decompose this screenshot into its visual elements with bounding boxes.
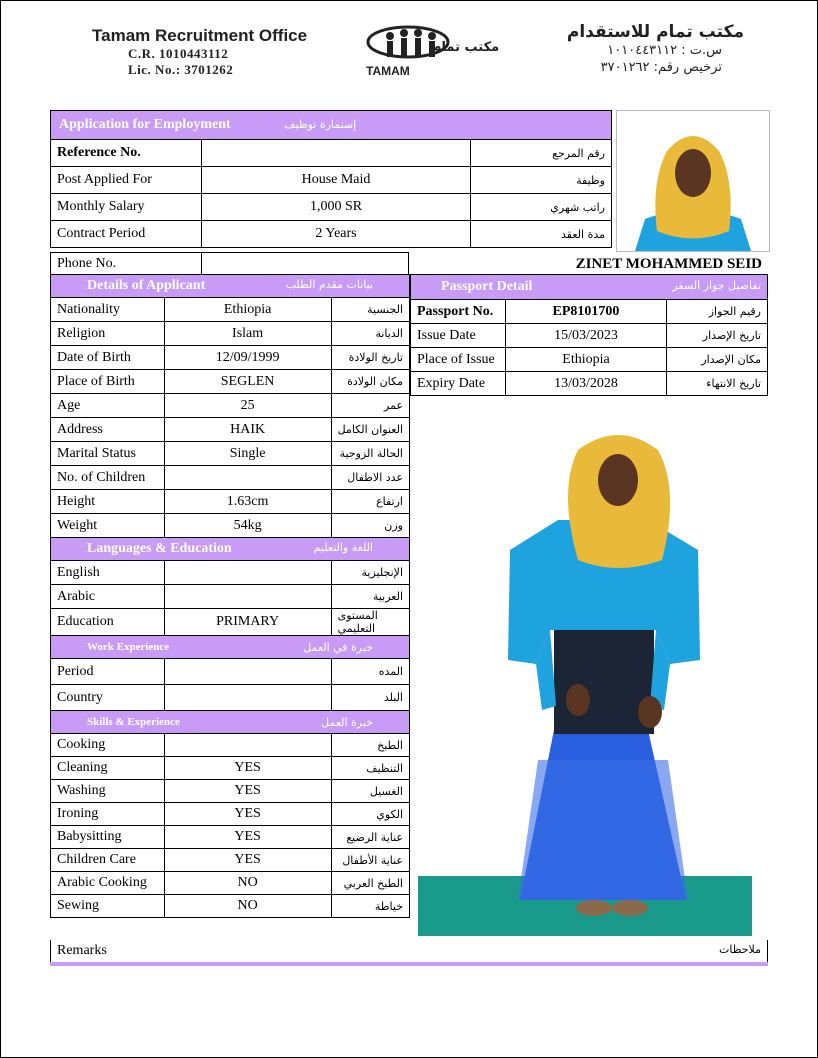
applicant-label: No. of Children (51, 466, 165, 490)
passport-value: Ethiopia (506, 348, 667, 372)
applicant-label-ar: العنوان الكامل (331, 418, 409, 442)
skills-value (164, 734, 331, 757)
applicant-label-ar: الجنسية (331, 298, 409, 322)
phone-label: Phone No. (51, 253, 202, 276)
applicant-label: Height (51, 490, 165, 514)
phone-table (50, 252, 768, 276)
passport-label-ar: مكان الإصدار (667, 348, 768, 372)
applicant-value: HAIK (164, 418, 331, 442)
skills-label: Babysitting (51, 826, 165, 849)
skills-title-en: Skills & Experience (87, 715, 180, 728)
skills-row (51, 849, 410, 872)
languages-label-ar: الإنجليزية (331, 561, 409, 585)
applicant-label-ar: عدد الاطفال (331, 466, 409, 490)
application-value: 1,000 SR (202, 194, 471, 221)
license-number-ar: ترخيص رقم: ٣٧٠١٢٦٢ (600, 60, 722, 75)
logo-text: TAMAM (366, 64, 410, 78)
skills-label: Ironing (51, 803, 165, 826)
work-header-row (51, 636, 410, 659)
applicant-title-ar: بيانات مقدم الطلب (285, 278, 373, 291)
languages-row (51, 585, 410, 609)
application-label: Post Applied For (51, 167, 202, 194)
remarks-bottom-bar (50, 962, 768, 966)
skills-row (51, 872, 410, 895)
languages-value (164, 585, 331, 609)
passport-title-ar: تفاصيل جواز السفر (672, 279, 761, 292)
passport-value: 13/03/2028 (506, 372, 667, 396)
skills-label: Cooking (51, 734, 165, 757)
skills-label: Washing (51, 780, 165, 803)
skills-label-ar: الطبخ العربي (331, 872, 409, 895)
left-column-table (50, 274, 410, 918)
work-header (51, 636, 410, 659)
skills-label-ar: الكوي (331, 803, 409, 826)
skills-row (51, 895, 410, 918)
passport-row (411, 348, 768, 372)
application-label-ar: وظيفة (471, 167, 612, 194)
application-label-ar: راتب شهري (471, 194, 612, 221)
applicant-label: Place of Birth (51, 370, 165, 394)
work-row (51, 685, 410, 711)
skills-row (51, 757, 410, 780)
skills-value: YES (164, 757, 331, 780)
passport-title-en: Passport Detail (441, 279, 533, 294)
remarks-label: Remarks (57, 943, 107, 958)
applicant-label-ar: وزن (331, 514, 409, 538)
applicant-value: Ethiopia (164, 298, 331, 322)
applicant-label: Religion (51, 322, 165, 346)
application-label: Reference No. (51, 140, 202, 167)
cr-number-ar: س.ت : ١٠١٠٤٤٣١١٢ (607, 43, 722, 58)
passport-label-ar: تاريخ الإصدار (667, 324, 768, 348)
passport-header-row (411, 275, 768, 300)
passport-label: Expiry Date (411, 372, 506, 396)
applicant-label-ar: تاريخ الولادة (331, 346, 409, 370)
applicant-label-ar: ارتفاع (331, 490, 409, 514)
applicant-header (51, 275, 410, 298)
applicant-label-ar: الحالة الزوجية (331, 442, 409, 466)
skills-label-ar: التنظيف (331, 757, 409, 780)
languages-label: Education (51, 609, 165, 636)
application-label: Monthly Salary (51, 194, 202, 221)
passport-label-ar: رقيم الجواز (667, 300, 768, 324)
applicant-row (51, 298, 410, 322)
application-label-ar: رقم المرجع (471, 140, 612, 167)
skills-header (51, 711, 410, 734)
skills-value: YES (164, 826, 331, 849)
passport-label-ar: تاريخ الانتهاء (667, 372, 768, 396)
skills-label-ar: عناية الرضيع (331, 826, 409, 849)
applicant-title-en: Details of Applicant (87, 278, 206, 293)
passport-row (411, 324, 768, 348)
application-row (51, 194, 612, 221)
application-row (51, 140, 612, 167)
work-title-en: Work Experience (87, 640, 170, 653)
work-label-ar: البلد (331, 685, 409, 711)
application-row (51, 221, 612, 248)
work-label: Country (51, 685, 165, 711)
application-label: Contract Period (51, 221, 202, 248)
skills-row (51, 734, 410, 757)
skills-label-ar: خياطة (331, 895, 409, 918)
applicant-header-row (51, 275, 410, 298)
languages-value (164, 561, 331, 585)
application-header-row (51, 111, 612, 140)
candidate-name: ZINET MOHAMMED SEID (575, 255, 762, 272)
languages-label: English (51, 561, 165, 585)
applicant-photo-small (616, 110, 770, 252)
application-label-ar: مدة العقد (471, 221, 612, 248)
skills-value: NO (164, 872, 331, 895)
phone-value (202, 253, 409, 276)
applicant-label: Age (51, 394, 165, 418)
work-value (164, 685, 331, 711)
skills-row (51, 826, 410, 849)
office-name-ar: مكتب تمام للاستقدام (566, 22, 744, 42)
languages-title-en: Languages & Education (87, 541, 232, 556)
office-name-en: Tamam Recruitment Office (92, 26, 308, 45)
passport-label: Place of Issue (411, 348, 506, 372)
languages-label-ar: المستوى التعليمي (331, 609, 409, 636)
passport-value: 15/03/2023 (506, 324, 667, 348)
skills-label-ar: الغسيل (331, 780, 409, 803)
applicant-row (51, 346, 410, 370)
skills-value: YES (164, 849, 331, 872)
passport-label: Passport No. (411, 300, 506, 324)
applicant-value: 1.63cm (164, 490, 331, 514)
applicant-label: Weight (51, 514, 165, 538)
applicant-label: Nationality (51, 298, 165, 322)
skills-header-row (51, 711, 410, 734)
skills-label: Children Care (51, 849, 165, 872)
applicant-row (51, 394, 410, 418)
cr-number-en: C.R. 1010443112 (128, 46, 229, 61)
application-value (202, 140, 471, 167)
skills-row (51, 803, 410, 826)
applicant-value: Single (164, 442, 331, 466)
passport-value: EP8101700 (506, 300, 667, 324)
skills-label: Arabic Cooking (51, 872, 165, 895)
applicant-row (51, 490, 410, 514)
applicant-row (51, 442, 410, 466)
remarks-table (50, 940, 768, 962)
passport-label: Issue Date (411, 324, 506, 348)
languages-label: Arabic (51, 585, 165, 609)
applicant-label: Date of Birth (51, 346, 165, 370)
applicant-label: Marital Status (51, 442, 165, 466)
work-label: Period (51, 659, 165, 685)
applicant-row (51, 370, 410, 394)
application-table (50, 110, 612, 248)
application-row (51, 167, 612, 194)
applicant-label-ar: عمر (331, 394, 409, 418)
application-title-ar: إستمارة توظيف (284, 118, 357, 131)
languages-header (51, 538, 410, 561)
passport-row (411, 300, 768, 324)
skills-label: Cleaning (51, 757, 165, 780)
skills-label: Sewing (51, 895, 165, 918)
languages-label-ar: العربية (331, 585, 409, 609)
passport-table (410, 274, 768, 396)
skills-row (51, 780, 410, 803)
application-value: House Maid (202, 167, 471, 194)
languages-value: PRIMARY (164, 609, 331, 636)
applicant-value: 12/09/1999 (164, 346, 331, 370)
skills-value: YES (164, 803, 331, 826)
remarks-label-ar: ملاحظات (719, 943, 761, 956)
applicant-value: SEGLEN (164, 370, 331, 394)
applicant-value: 25 (164, 394, 331, 418)
office-header-en (92, 26, 307, 78)
work-row (51, 659, 410, 685)
passport-row (411, 372, 768, 396)
applicant-row (51, 322, 410, 346)
applicant-value: 54kg (164, 514, 331, 538)
applicant-row (51, 466, 410, 490)
applicant-row (51, 418, 410, 442)
work-value (164, 659, 331, 685)
work-title-ar: خبرة في العمل (303, 640, 373, 654)
applicant-value (164, 466, 331, 490)
skills-label-ar: الطبخ (331, 734, 409, 757)
skills-value: YES (164, 780, 331, 803)
applicant-photo-full (418, 400, 752, 936)
languages-row (51, 561, 410, 585)
applicant-label: Address (51, 418, 165, 442)
license-number-en: Lic. No.: 3701262 (128, 62, 234, 77)
application-value: 2 Years (202, 221, 471, 248)
applicant-row (51, 514, 410, 538)
languages-title-ar: اللغة والتعليم (313, 541, 373, 554)
applicant-label-ar: الديانة (331, 322, 409, 346)
applicant-value: Islam (164, 322, 331, 346)
logo-arabic: مكتب تمام (432, 40, 500, 55)
languages-row (51, 609, 410, 636)
work-label-ar: المده (331, 659, 409, 685)
skills-value: NO (164, 895, 331, 918)
skills-label-ar: عناية الأطفال (331, 849, 409, 872)
skills-title-ar: خبرة العمل (321, 715, 373, 729)
application-title-en: Application for Employment (59, 117, 231, 132)
languages-header-row (51, 538, 410, 561)
applicant-label-ar: مكان الولادة (331, 370, 409, 394)
office-header-ar (567, 22, 744, 76)
